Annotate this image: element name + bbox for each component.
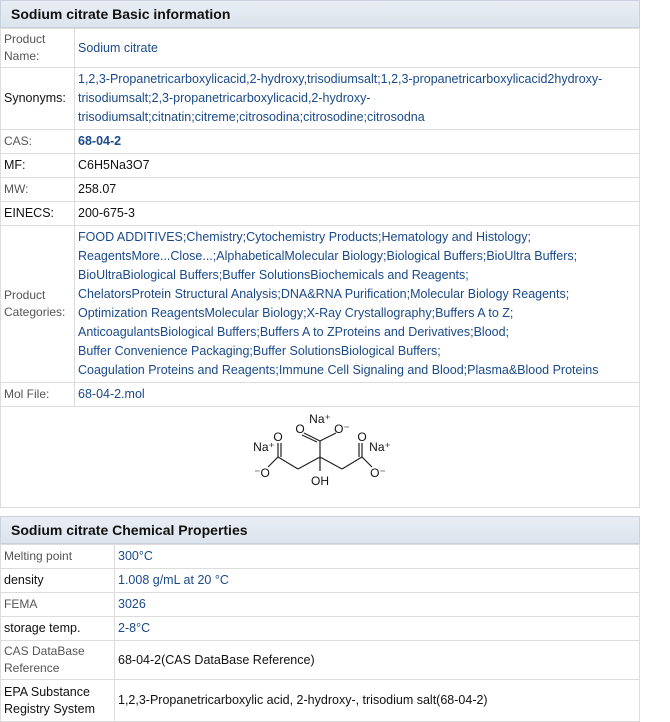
row-mol-file [1,383,640,407]
mol-file-label: Mol File: [1,383,75,407]
melting-point-label: Melting point [1,545,115,569]
fema-link[interactable]: 3026 [118,597,146,611]
na-top-label: Na⁺ [309,412,331,426]
synonyms-line-2[interactable]: trisodiumsalt;2,3-propanetricarboxylicacid,2-hydroxy- [78,91,371,105]
row-cas-database [1,641,640,680]
cas-label: CAS: [1,130,75,154]
synonyms-line-3[interactable]: trisodiumsalt;citnatin;citreme;citrosodina;citrosodine;citrosodna [78,110,425,124]
cas-database-value: 68-04-2(CAS DataBase Reference) [115,641,640,680]
oh-label: OH [311,474,329,488]
structure-cell [1,407,640,508]
epa-registry-label: EPA Substance Registry System [1,680,115,722]
synonyms-label: Synonyms: [1,68,75,130]
category-line[interactable]: BioUltraBiological Buffers;Buffer SolutionsBiochemicals and Reagents; [78,268,469,282]
mol-file-link[interactable]: 68-04-2.mol [78,387,145,401]
category-line[interactable]: Buffer Convenience Packaging;Buffer SolutionsBiological Buffers; [78,344,441,358]
row-melting-point [1,545,640,569]
category-line[interactable]: ChelatorsProtein Structural Analysis;DNA&RNA Purification;Molecular Biology Reagents; [78,287,570,301]
row-synonyms [1,68,640,130]
o-right-label: O⁻ [370,466,386,480]
row-fema [1,593,640,617]
chemical-properties-table [0,544,640,722]
cas-link[interactable]: 68-04-2 [78,134,122,148]
o-double-bond-label: O [295,422,305,436]
row-mw [1,178,640,202]
category-line[interactable]: ReagentsMore...Close...;AlphabeticalMolecular Biology;Biological Buffers;BioUltra Buffers; [78,249,578,263]
synonyms-line-1[interactable]: 1,2,3-Propanetricarboxylicacid,2-hydroxy,trisodiumsalt;1,2,3-propanetricarboxylicacid2hydroxy- [78,72,603,86]
category-line[interactable]: Optimization ReagentsMolecular Biology;X-Ray Crystallography;Buffers A to Z; [78,306,514,320]
density-label: density [1,569,115,593]
row-structure [1,407,640,508]
mf-label: MF: [1,154,75,178]
o-right-upper-label: O [357,430,367,444]
product-name-label: Product Name: [1,29,75,68]
row-categories [1,226,640,383]
o-left-upper-label: O [273,430,283,444]
storage-temp-label: storage temp. [1,617,115,641]
storage-temp-link[interactable]: 2-8°C [118,621,151,635]
mf-value: C6H5Na3O7 [75,154,640,178]
row-density [1,569,640,593]
product-name-link[interactable]: Sodium citrate [78,40,158,55]
melting-point-link[interactable]: 300°C [118,549,153,563]
einecs-label: EINECS: [1,202,75,226]
chemical-properties-header: Sodium citrate Chemical Properties [0,516,640,544]
basic-info-header: Sodium citrate Basic information [0,0,640,28]
categories-label: Product Categories: [1,226,75,383]
row-mf [1,154,640,178]
na-left-label: Na⁺ [253,440,275,454]
einecs-value: 200-675-3 [75,202,640,226]
density-link[interactable]: 1.008 g/mL at 20 °C [118,573,229,587]
basic-info-table [0,28,640,508]
category-line[interactable]: AnticoagulantsBiological Buffers;Buffers A to ZProteins and Derivatives;Blood; [78,325,510,339]
epa-registry-value: 1,2,3-Propanetricarboxylic acid, 2-hydroxy-, trisodium salt(68-04-2) [115,680,640,722]
row-product-name [1,29,640,68]
category-line[interactable]: Coagulation Proteins and Reagents;Immune Cell Signaling and Blood;Plasma&Blood Proteins [78,363,599,377]
sodium-citrate-structure-image [4,411,644,503]
o-left-label: ⁻O [254,466,270,480]
category-line[interactable]: FOOD ADDITIVES;Chemistry;Cytochemistry Products;Hematology and Histology; [78,230,531,244]
na-right-label: Na⁺ [369,440,391,454]
mw-value: 258.07 [75,178,640,202]
mw-label: MW: [1,178,75,202]
row-storage-temp [1,617,640,641]
o-top-right-label: O⁻ [334,422,350,436]
cas-database-label: CAS DataBase Reference [1,641,115,680]
row-epa-registry [1,680,640,722]
row-cas [1,130,640,154]
fema-label: FEMA [1,593,115,617]
row-einecs [1,202,640,226]
